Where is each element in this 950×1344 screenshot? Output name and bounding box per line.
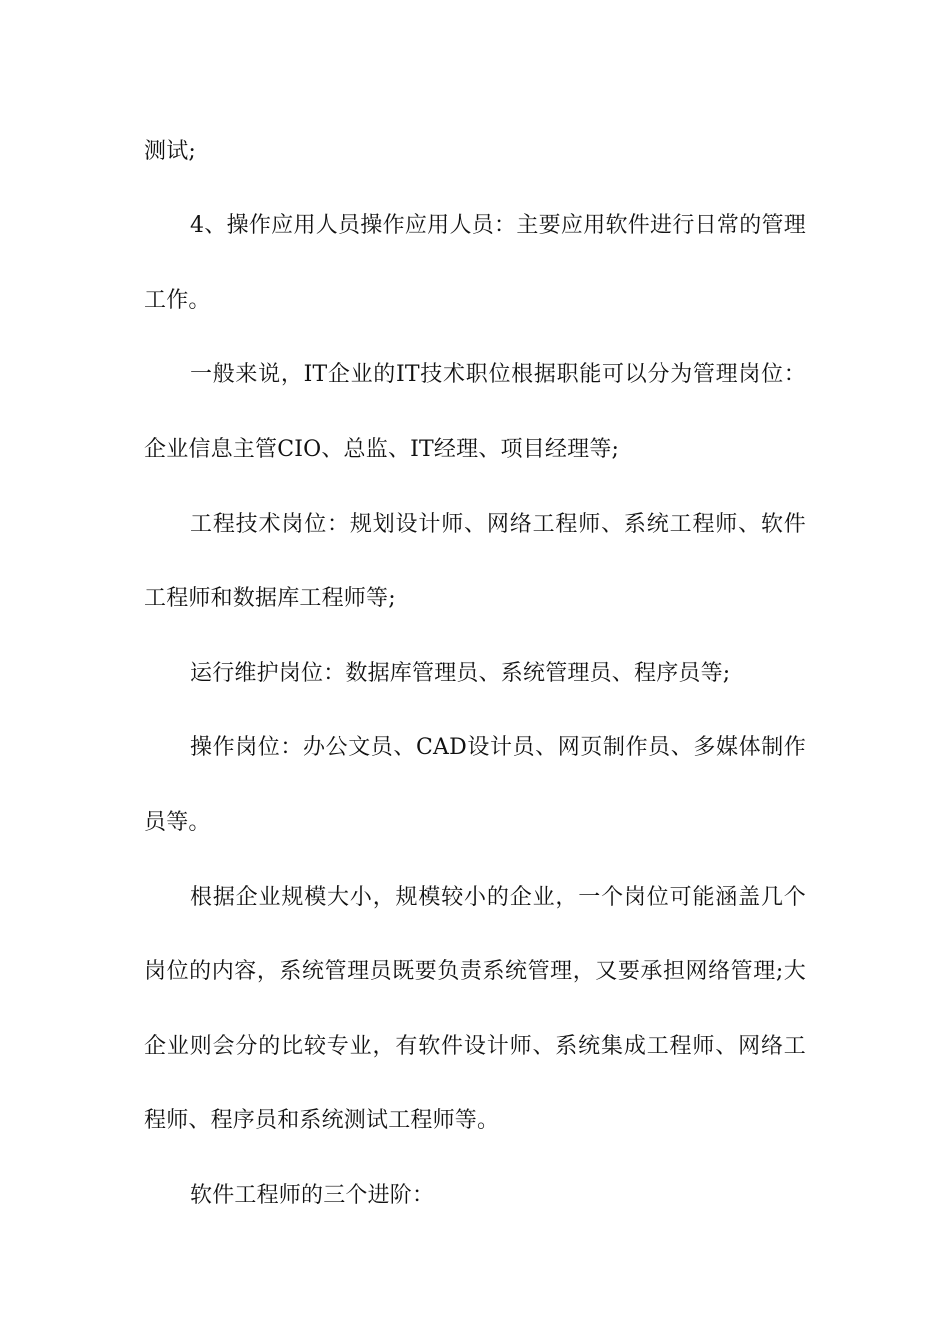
- text-line-10: 员等。: [144, 810, 211, 835]
- text-line-5: 企业信息主管CIO、总监、IT经理、项目经理等;: [144, 437, 620, 462]
- text-line-7: 工程师和数据库工程师等;: [144, 586, 396, 611]
- text-line-11: 根据企业规模大小，规模较小的企业，一个岗位可能涵盖几个: [190, 885, 806, 910]
- text-line-15: 软件工程师的三个进阶：: [190, 1183, 435, 1208]
- text-line-12: 岗位的内容，系统管理员既要负责系统管理，又要承担网络管理;大: [144, 959, 806, 984]
- text-line-2: 4、操作应用人员操作应用人员：主要应用软件进行日常的管理: [190, 213, 806, 238]
- text-line-4: 一般来说，IT企业的IT技术职位根据职能可以分为管理岗位：: [190, 362, 806, 387]
- text-line-3: 工作。: [144, 288, 211, 313]
- text-line-1: 测试;: [144, 139, 197, 164]
- text-line-13: 企业则会分的比较专业，有软件设计师、系统集成工程师、网络工: [144, 1034, 806, 1059]
- text-line-9: 操作岗位：办公文员、CAD设计员、网页制作员、多媒体制作: [190, 735, 806, 760]
- text-line-8: 运行维护岗位：数据库管理员、系统管理员、程序员等;: [190, 661, 731, 686]
- text-line-6: 工程技术岗位：规划设计师、网络工程师、系统工程师、软件: [190, 512, 806, 537]
- text-line-14: 程师、程序员和系统测试工程师等。: [144, 1108, 500, 1133]
